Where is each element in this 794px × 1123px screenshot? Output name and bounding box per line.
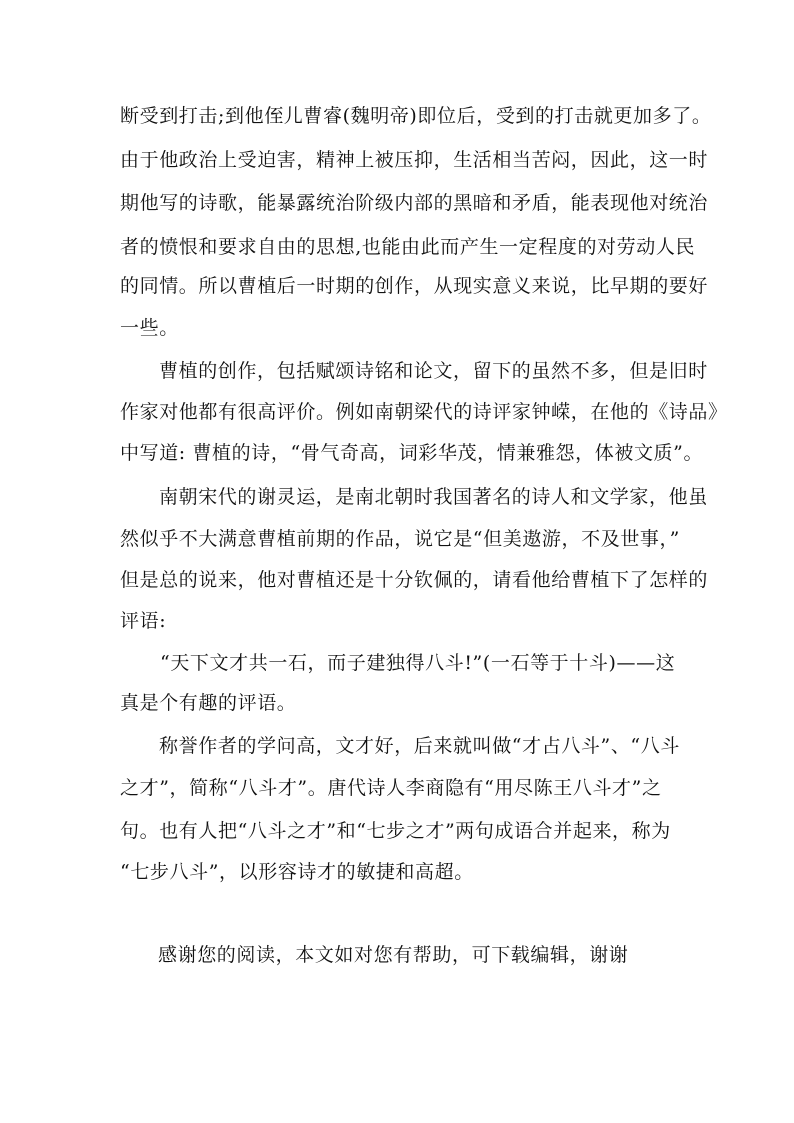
paragraph-line: 称誉作者的学问高，文才好，后来就叫做“才占八斗”、“八斗 xyxy=(159,735,680,757)
paragraph-line: “七步八斗”，以形容诗才的敏捷和高超。 xyxy=(120,861,474,883)
paragraph-line: 评语: xyxy=(120,610,167,632)
paragraph-line: 之才”，简称“八斗才”。唐代诗人李商隐有“用尽陈王八斗才”之 xyxy=(120,777,662,799)
paragraph-line: 曹植的创作，包括赋颂诗铭和论文，留下的虽然不多，但是旧时 xyxy=(159,360,708,382)
paragraph-line: 南朝宋代的谢灵运，是南北朝时我国著名的诗人和文学家，他虽 xyxy=(159,486,708,508)
paragraph-line: 真是个有趣的评语。 xyxy=(120,692,297,714)
paragraph-line: 中写道: 曹植的诗，“骨气奇高，词彩华茂，情兼雅怨，体被文质”。 xyxy=(120,442,704,464)
quote-line: “天下文才共一石，而子建独得八斗!”(一石等于十斗)——这 xyxy=(160,652,676,674)
paragraph-line: 一些。 xyxy=(120,317,179,339)
paragraph-line: 由于他政治上受迫害，精神上被压抑，生活相当苦闷，因此，这一时 xyxy=(120,149,709,171)
closing-note: 感谢您的阅读，本文如对您有帮助，可下载编辑，谢谢 xyxy=(158,944,629,966)
paragraph-line: 句。也有人把“八斗之才”和“七步之才”两句成语合并起来，称为 xyxy=(120,820,671,842)
paragraph-line: 的同情。所以曹植后一时期的创作，从现实意义来说，比早期的要好 xyxy=(120,275,709,297)
paragraph-line: 者的愤恨和要求自由的思想,也能由此而产生一定程度的对劳动人民 xyxy=(120,236,696,258)
paragraph-line: 然似乎不大满意曹植前期的作品，说它是“但美遨游，不及世事，” xyxy=(120,528,680,550)
paragraph-line: 断受到打击;到他侄儿曹睿(魏明帝)即位后，受到的打击就更加多了。 xyxy=(120,105,712,127)
paragraph-line: 期他写的诗歌，能暴露统治阶级内部的黑暗和矛盾，能表现他对统治 xyxy=(120,192,709,214)
paragraph-line: 但是总的说来，他对曹植还是十分钦佩的，请看他给曹植下了怎样的 xyxy=(120,569,709,591)
paragraph-line: 作家对他都有很高评价。例如南朝梁代的诗评家钟嵘，在他的《诗品》 xyxy=(120,401,728,423)
